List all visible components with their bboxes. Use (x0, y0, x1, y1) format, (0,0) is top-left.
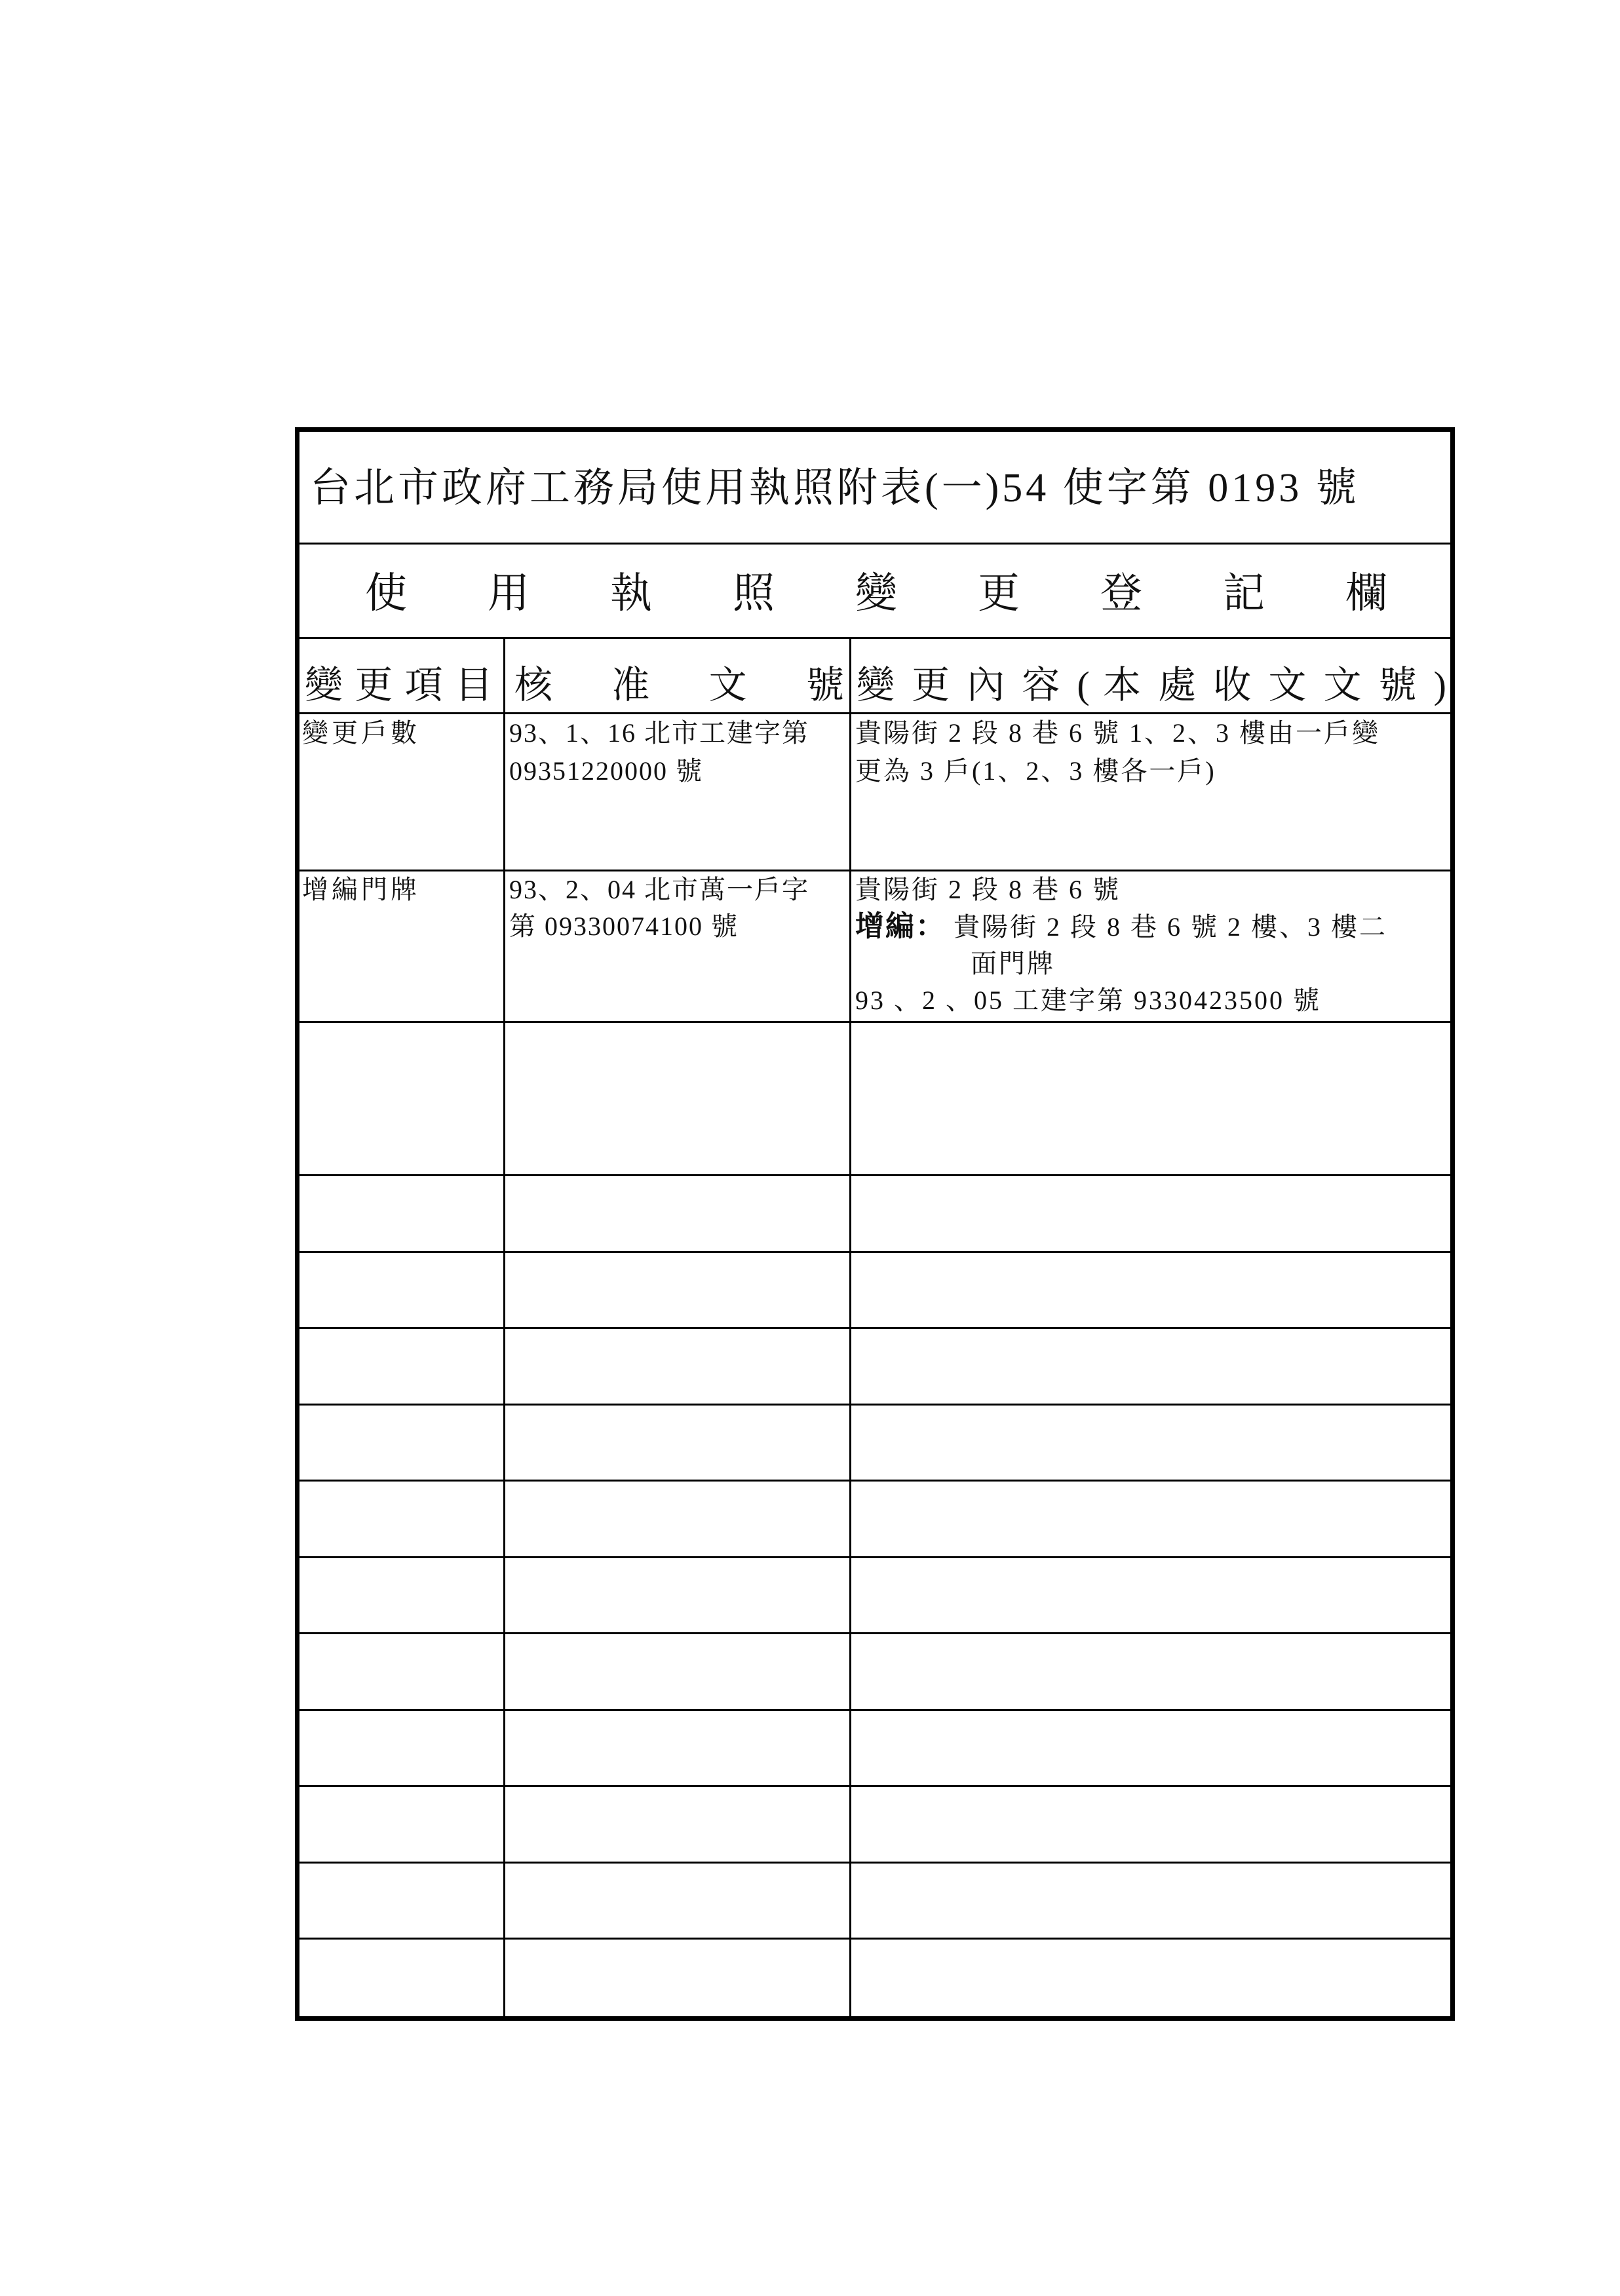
change-content-line: 更為 3 戶(1、2、3 樓各一戶) (855, 756, 1216, 786)
column-header-approval-doc-no-cell (505, 639, 851, 712)
change-content-reference: 93 、2 、05 工建字第 9330423500 號 (855, 985, 1321, 1015)
table-row-empty (299, 1864, 1450, 1940)
empty-cell (505, 1253, 851, 1328)
table-row-empty (299, 1787, 1450, 1864)
table-row (299, 714, 1450, 871)
change-content-address: 貴陽街 2 段 8 巷 6 號 (855, 875, 1121, 904)
empty-cell (299, 1253, 505, 1328)
empty-cell (851, 1329, 1450, 1404)
column-header-change-item-cell (299, 639, 505, 712)
empty-cell (505, 1329, 851, 1404)
approval-doc-no-line: 09351220000 號 (509, 756, 703, 786)
addition-text: 貴陽街 2 段 8 巷 6 號 2 樓、3 樓二 (954, 912, 1387, 942)
empty-cell (299, 1940, 505, 2016)
column-header-change-content: 變 更 內 容 ( 本 處 收 文 文 號 ) (857, 664, 1446, 706)
empty-cell (851, 1406, 1450, 1480)
empty-cell (299, 1482, 505, 1556)
change-item-cell (299, 714, 505, 870)
empty-cell (505, 1634, 851, 1709)
table-row-empty (299, 1253, 1450, 1330)
empty-cell (851, 1023, 1450, 1174)
empty-cell (505, 1864, 851, 1938)
table-row-empty (299, 1176, 1450, 1253)
approval-doc-no-line: 93、1、16 北市工建字第 (509, 718, 809, 748)
section-heading-row (299, 545, 1450, 639)
empty-cell (299, 1176, 505, 1251)
approval-doc-no-cell (505, 871, 851, 1021)
table-title: 台北市政府工務局使用執照附表(一)54 使字第 0193 號 (299, 432, 1450, 545)
approval-doc-no-line: 93、2、04 北市萬一戶字 (509, 875, 809, 904)
empty-cell (851, 1176, 1450, 1251)
section-heading: 使 用 執 照 變 更 登 記 欄 (365, 569, 1387, 617)
empty-cell (299, 1634, 505, 1709)
change-content-addition-line (855, 908, 1448, 946)
table-row-empty (299, 1482, 1450, 1558)
column-header-approval-doc-no: 核 准 文 號 (514, 664, 844, 706)
empty-cell (851, 1787, 1450, 1862)
empty-cell (299, 1329, 505, 1404)
change-content-cell (851, 871, 1450, 1021)
empty-cell (299, 1711, 505, 1786)
approval-doc-no-cell (505, 714, 851, 870)
change-item-text: 增編門牌 (302, 875, 420, 904)
addition-continued: 面門牌 (971, 949, 1055, 978)
table-row-empty (299, 1940, 1450, 2016)
table-row-empty (299, 1023, 1450, 1176)
column-header-row (299, 639, 1450, 714)
empty-cell (851, 1482, 1450, 1556)
empty-cell (505, 1711, 851, 1786)
table-row-empty (299, 1634, 1450, 1711)
empty-cell (299, 1023, 505, 1174)
empty-cell (299, 1406, 505, 1480)
column-header-change-content-cell (851, 639, 1450, 712)
empty-cell (851, 1558, 1450, 1633)
empty-cell (505, 1787, 851, 1862)
empty-cell (505, 1176, 851, 1251)
empty-cell (851, 1634, 1450, 1709)
empty-cell (505, 1406, 851, 1480)
table-row-empty (299, 1406, 1450, 1482)
empty-cell (505, 1023, 851, 1174)
empty-cell (299, 1787, 505, 1862)
empty-cell (851, 1940, 1450, 2016)
table-row-empty (299, 1711, 1450, 1788)
table-row (299, 871, 1450, 1023)
empty-cell (851, 1864, 1450, 1938)
table-row-empty (299, 1558, 1450, 1635)
empty-cell (299, 1864, 505, 1938)
change-item-text: 變更戶數 (302, 718, 420, 748)
empty-cell (299, 1558, 505, 1633)
permit-attachment-table (295, 427, 1455, 2021)
column-header-change-item: 變 更 項 目 (305, 664, 493, 706)
change-item-cell (299, 871, 505, 1021)
addition-label: 增編： (855, 910, 946, 942)
empty-cell (851, 1253, 1450, 1328)
empty-cell (851, 1711, 1450, 1786)
change-content-line: 貴陽街 2 段 8 巷 6 號 1、2、3 樓由一戶變 (855, 718, 1380, 748)
table-row-empty (299, 1329, 1450, 1406)
empty-cell (505, 1558, 851, 1633)
change-content-cell (851, 714, 1450, 870)
approval-doc-no-line: 第 09330074100 號 (509, 911, 739, 941)
empty-cell (505, 1940, 851, 2016)
empty-cell (505, 1482, 851, 1556)
